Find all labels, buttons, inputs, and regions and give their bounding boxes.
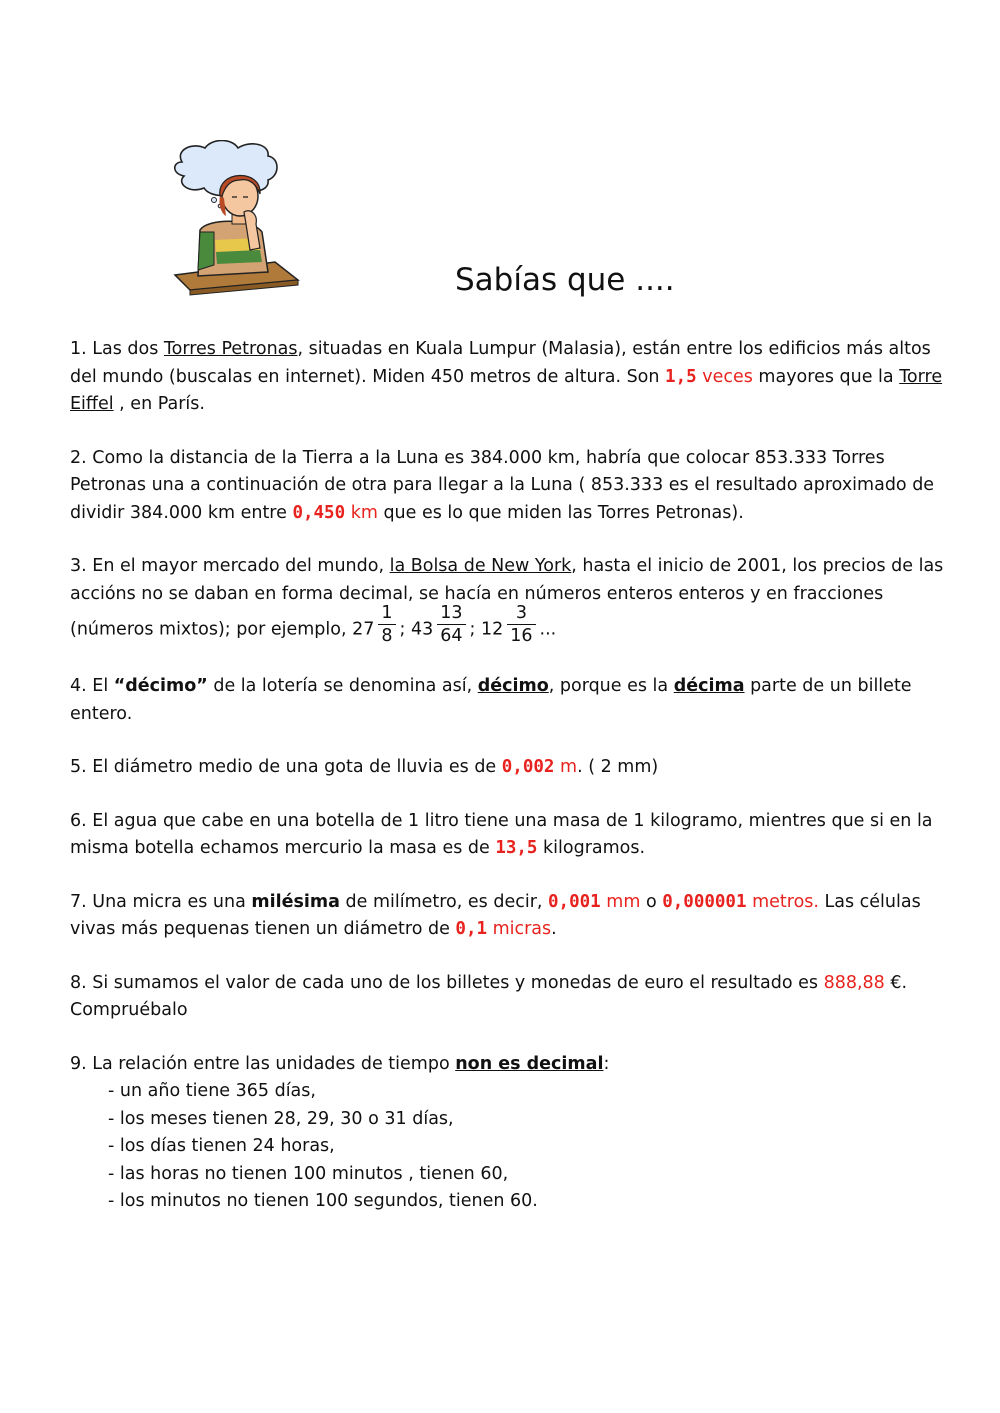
list-item: - los días tienen 24 horas, (108, 1136, 335, 1156)
fraction-3 (507, 602, 535, 647)
item2-text-2: que es lo que miden las Torres Petronas). (377, 502, 744, 523)
fact-item-9 (70, 1051, 950, 1216)
item4-text-4: parte de un billete entero. (70, 676, 912, 724)
decimo-quoted: “décimo” (113, 676, 208, 696)
decima-word: décima (673, 676, 745, 696)
highlight-number: 888,88 (823, 972, 885, 993)
highlight-number: 0,001 (548, 891, 601, 912)
item1-text-3: mayores que la (752, 366, 900, 387)
item4-text-3: , porque es la (548, 676, 674, 696)
item7-text-2: de milímetro, es decir, (339, 891, 549, 912)
item1-text: 1. Las dos (70, 339, 164, 359)
fraction-2 (437, 602, 465, 647)
highlight-number: 0,002 (501, 757, 555, 777)
fraction-denominator: 8 (381, 626, 393, 646)
highlight-number: 0,000001 (662, 891, 747, 912)
list-item: - los minutos no tienen 100 segundos, tienen 60. (108, 1191, 538, 1211)
non-decimal-text: non es decimal (455, 1053, 604, 1074)
item3-text: 3. En el mayor mercado del mundo, (70, 556, 390, 576)
torre-eiffel-text: Torre Eiffel (70, 366, 943, 414)
fraction-numerator: 3 (507, 602, 535, 625)
highlight-unit: micras (487, 919, 552, 939)
highlight-number: 0,1 (455, 919, 488, 939)
fact-item-8 (70, 970, 950, 1025)
bolsa-new-york-text: la Bolsa de New York (389, 556, 572, 576)
item6-text: 6. El agua que cabe en una botella de 1 litro tiene una masa de 1 kilogramo, mientres que si en la misma botella echamos mercurio la masa es de (70, 810, 933, 858)
highlight-unit: veces (696, 366, 753, 387)
fact-item-2 (70, 445, 950, 528)
item2-text: 2. Como la distancia de la Tierra a la Luna es 384.000 km, habría que colocar 853.333 Torres Petronas una a continuación de otra para llegar a la Luna ( 853.333 es el resultado aproximado de dividir 384.000 km entre (70, 447, 935, 523)
highlight-number: 13,5 (495, 838, 538, 858)
facts-list (70, 336, 950, 1242)
fact-item-6 (70, 808, 950, 863)
page-title: Sabías que .... (455, 262, 675, 298)
item7-connector: o (640, 891, 663, 912)
item4-text-2: de la lotería se denomina así, (207, 676, 478, 696)
item3-text-2: , hasta el inicio de 2001, los precios de las accións no se daban en forma decimal, se hacía en números enteros enteros y en fracciones (70, 556, 944, 604)
item1-text-4: , en París. (113, 394, 205, 414)
fact-item-7 (70, 889, 950, 944)
item3-text-3: (números mixtos); por ejemplo, 27 (70, 619, 375, 640)
time-units-list (70, 1078, 950, 1216)
fraction-denominator: 16 (510, 626, 533, 646)
fraction-denominator: 64 (440, 626, 463, 646)
list-item: - los meses tienen 28, 29, 30 o 31 días, (108, 1108, 454, 1129)
item5-text-2: . ( 2 mm) (577, 757, 659, 777)
decimo-word: décimo (477, 676, 549, 696)
item9-text-2: : (603, 1053, 610, 1074)
torres-petronas-text: Torres Petronas (163, 339, 298, 359)
highlight-unit: metros. (746, 891, 819, 912)
item1-text-2: , situadas en Kuala Lumpur (Malasia), están entre los edificios más altos del mundo (buscalas en internet). Miden 450 metros de altura. Son (70, 339, 931, 387)
highlight-number: 0,450 (292, 502, 346, 523)
highlight-unit: m (554, 757, 578, 777)
fact-item-3 (70, 553, 950, 647)
milesima-word: milésima (251, 891, 340, 912)
fraction-numerator: 13 (437, 602, 465, 625)
item7-text-3: Las células vivas más pequenas tienen un diámetro de (70, 891, 921, 939)
separator: ; 43 (399, 619, 434, 640)
fact-item-1 (70, 336, 950, 419)
item8-text: 8. Si sumamos el valor de cada uno de los billetes y monedas de euro el resultado es (70, 972, 824, 993)
fraction-1 (378, 602, 395, 647)
item7-text-4: . (551, 919, 557, 939)
fact-item-4 (70, 673, 950, 728)
highlight-unit: km (345, 502, 378, 523)
fraction-numerator: 1 (378, 602, 395, 625)
item6-text-2: kilogramos. (537, 838, 646, 858)
mixed-numbers-line (70, 603, 950, 647)
item7-text: 7. Una micra es una (70, 891, 252, 912)
separator: ; 12 (469, 619, 504, 640)
item8-text-2: €. Compruébalo (70, 972, 908, 1020)
item9-text: 9. La relación entre las unidades de tiempo (70, 1053, 456, 1074)
highlight-number: 1,5 (665, 366, 697, 387)
item5-text: 5. El diámetro medio de una gota de lluvia es de (70, 757, 502, 777)
ellipsis: ... (539, 619, 557, 640)
list-item: - un año tiene 365 días, (108, 1081, 316, 1101)
highlight-unit: mm (600, 891, 641, 912)
list-item: - las horas no tienen 100 minutos , tienen 60, (108, 1163, 509, 1184)
fact-item-5 (70, 754, 950, 782)
item4-text: 4. El (70, 676, 114, 696)
thinking-student-icon (170, 140, 305, 300)
